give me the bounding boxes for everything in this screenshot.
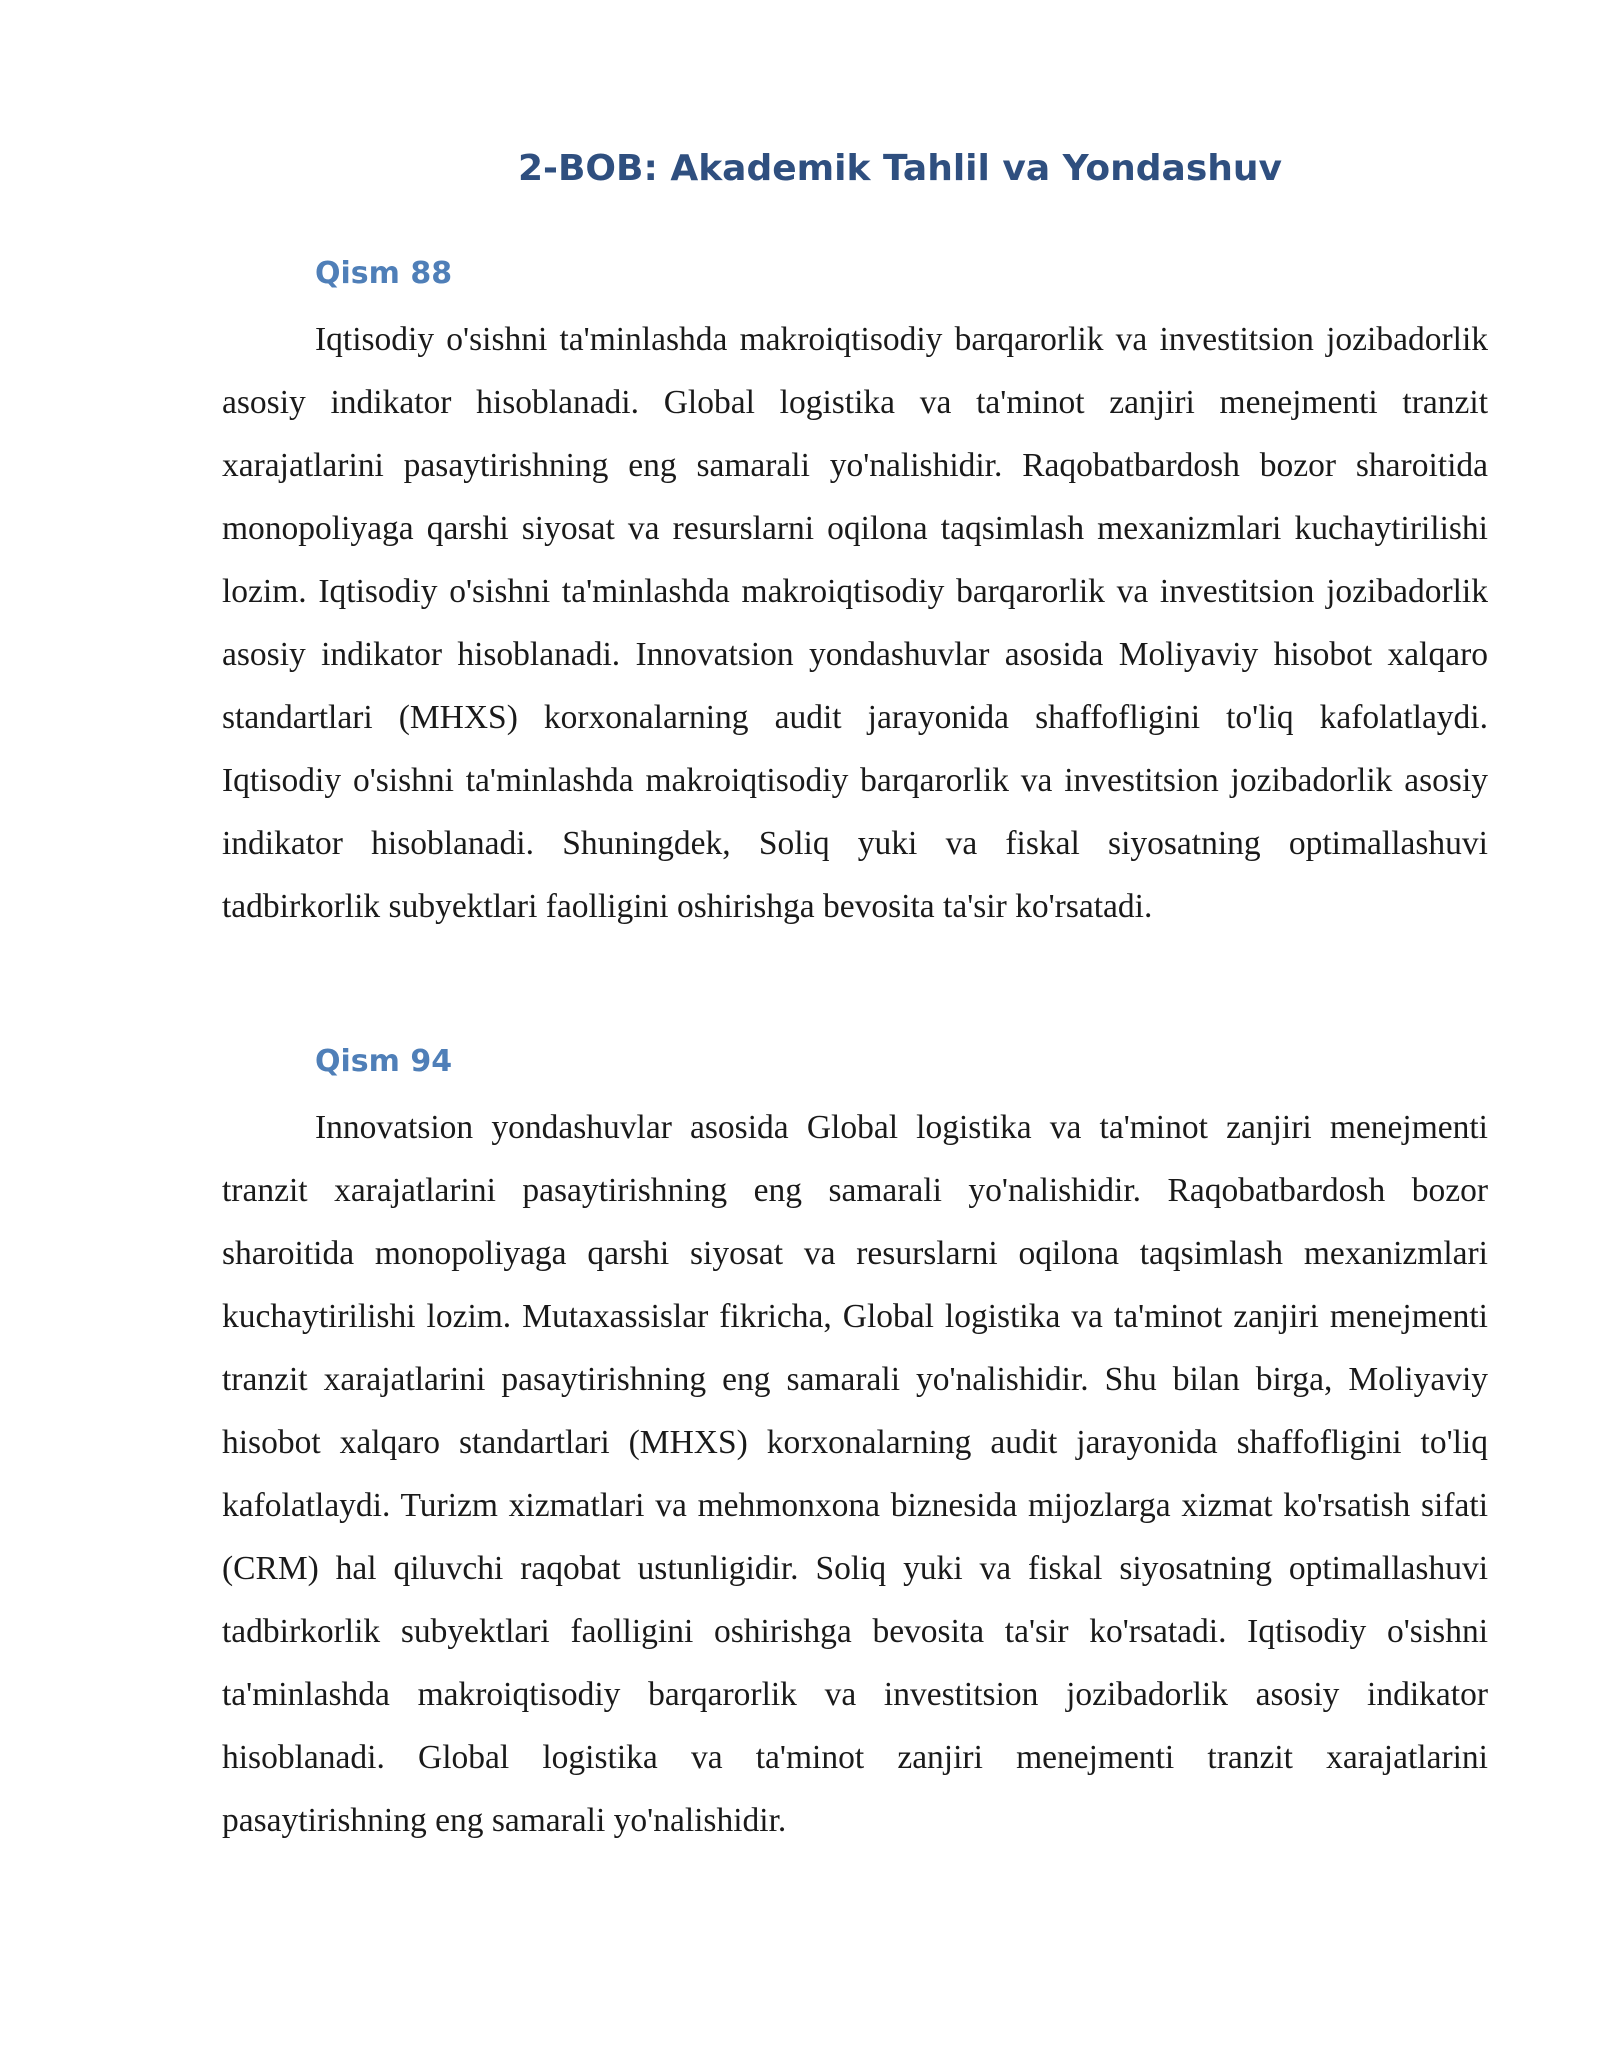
section-paragraph: Innovatsion yondashuvlar asosida Global logistika va ta'minot zanjiri menejmenti tranzit xarajatlarini pasaytirishning eng samarali yo'nalishidir. Raqobatbardosh bozor sharoitida monopoliyaga qarshi siyosat va resurslarni oqilona taqsimlash mexanizmlari kuchaytirilishi lozim. Mutaxassislar fikricha, Global logistika va ta'minot zanjiri menejmenti tranzit xarajatlarini pasaytirishning eng samarali yo'nalishidir. Shu bilan birga, Moliyaviy hisobot xalqaro standartlari (MHXS) korxonalarning audit jarayonida shaffofligini to'liq kafolatlaydi. Turizm xizmatlari va mehmonxona biznesida mijozlarga xizmat ko'rsatish sifati (CRM) hal qiluvchi raqobat ustunligidir. Soliq yuki va fiskal siyosatning optimallashuvi tadbirkorlik subyektlari faolligini oshirishga bevosita ta'sir ko'rsatadi. Iqtisodiy o'sishni ta'minlashda makroiqtisodiy barqarorlik va investitsion jozibadorlik asosiy indikator hisoblanadi. Global logistika va ta'minot zanjiri menejmenti tranzit xarajatlarini pasaytirishning eng samarali yo'nalishidir. — [222, 1109, 1488, 1839]
chapter-title: 2-BOB: Akademik Tahlil va Yondashuv — [517, 148, 1283, 189]
section-qism-94 — [222, 1042, 1488, 1852]
section-paragraph: Iqtisodiy o'sishni ta'minlashda makroiqtisodiy barqarorlik va investitsion jozibadorlik asosiy indikator hisoblanadi. Global logistika va ta'minot zanjiri menejmenti tranzit xarajatlarini pasaytirishning eng samarali yo'nalishidir. Raqobatbardosh bozor sharoitida monopoliyaga qarshi siyosat va resurslarni oqilona taqsimlash mexanizmlari kuchaytirilishi lozim. Iqtisodiy o'sishni ta'minlashda makroiqtisodiy barqarorlik va investitsion jozibadorlik asosiy indikator hisoblanadi. Innovatsion yondashuvlar asosida Moliyaviy hisobot xalqaro standartlari (MHXS) korxonalarning audit jarayonida shaffofligini to'liq kafolatlaydi. Iqtisodiy o'sishni ta'minlashda makroiqtisodiy barqarorlik va investitsion jozibadorlik asosiy indikator hisoblanadi. Shuningdek, Soliq yuki va fiskal siyosatning optimallashuvi tadbirkorlik subyektlari faolligini oshirishga bevosita ta'sir ko'rsatadi. — [222, 321, 1488, 925]
section-qism-88 — [222, 254, 1488, 938]
section-heading: Qism 94 — [315, 1044, 453, 1079]
section-heading: Qism 88 — [315, 256, 453, 291]
